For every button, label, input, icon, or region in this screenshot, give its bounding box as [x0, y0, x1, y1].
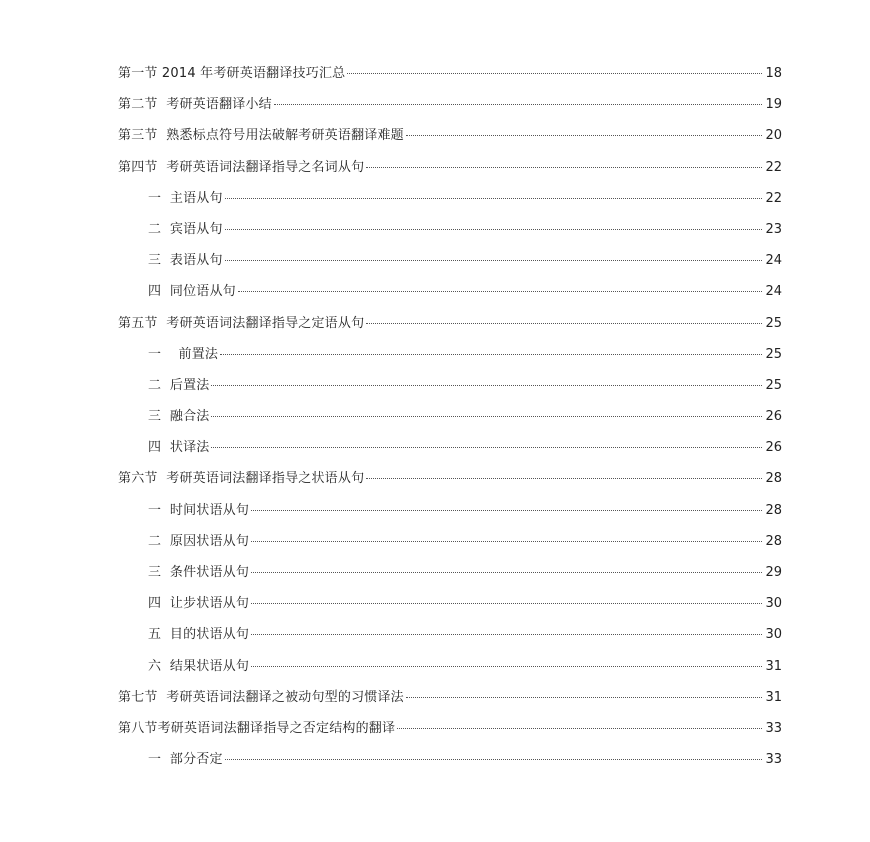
dot-leader [251, 634, 762, 635]
dot-leader [366, 323, 762, 324]
toc-entry-title: 三 融合法 [148, 409, 210, 425]
toc-entry-title: 第八节考研英语词法翻译指导之否定结构的翻译 [118, 720, 396, 736]
toc-page-number: 22 [765, 190, 782, 206]
toc-page-number: 20 [765, 128, 782, 144]
dot-leader [211, 447, 762, 448]
toc-entry-title: 四 同位语从句 [148, 284, 236, 300]
dot-leader [225, 260, 762, 261]
toc-entry-title: 第四节 考研英语词法翻译指导之名词从句 [118, 159, 365, 175]
toc-entry-title: 一 主语从句 [148, 190, 223, 206]
toc-entry-title: 一 部分否定 [148, 752, 223, 768]
toc-subsection-entry[interactable] [118, 248, 782, 279]
toc-entry-title: 第二节 考研英语翻译小结 [118, 97, 272, 113]
toc-page-number: 30 [765, 596, 782, 612]
toc-entry-title: 四 状译法 [148, 440, 210, 456]
table-of-contents [118, 61, 782, 778]
toc-page-number: 31 [765, 658, 782, 674]
dot-leader [225, 759, 762, 760]
dot-leader [225, 198, 762, 199]
toc-page-number: 28 [765, 502, 782, 518]
dot-leader [274, 104, 762, 105]
dot-leader [406, 697, 762, 698]
dot-leader [211, 385, 762, 386]
toc-subsection-entry[interactable] [118, 591, 782, 622]
toc-entry-title: 三 条件状语从句 [148, 565, 250, 580]
toc-subsection-entry[interactable] [118, 529, 782, 560]
toc-entry-title: 二 后置法 [148, 377, 210, 393]
dot-leader [251, 666, 762, 667]
toc-page-number: 23 [765, 221, 782, 237]
toc-subsection-entry[interactable] [118, 279, 782, 310]
toc-page-number: 29 [765, 565, 782, 580]
dot-leader [251, 510, 762, 511]
dot-leader [225, 229, 762, 230]
toc-entry-title: 一 前置法 [148, 346, 219, 362]
toc-section-entry[interactable] [118, 155, 782, 186]
toc-entry-title: 第七节 考研英语词法翻译之被动句型的习惯译法 [118, 689, 404, 705]
toc-page-number: 26 [765, 440, 782, 456]
toc-subsection-entry[interactable] [118, 498, 782, 529]
dot-leader [251, 541, 762, 542]
toc-subsection-entry[interactable] [118, 622, 782, 653]
toc-entry-title: 三 表语从句 [148, 253, 223, 269]
toc-page-number: 33 [765, 752, 782, 768]
toc-page-number: 19 [765, 97, 782, 113]
dot-leader [238, 291, 762, 292]
toc-subsection-entry[interactable] [118, 747, 782, 778]
toc-page-number: 30 [765, 627, 782, 643]
dot-leader [211, 416, 762, 417]
dot-leader [366, 167, 762, 168]
toc-section-entry[interactable] [118, 92, 782, 123]
toc-entry-title: 二 原因状语从句 [148, 533, 250, 549]
dot-leader [251, 603, 762, 604]
toc-section-entry[interactable] [118, 716, 782, 747]
toc-subsection-entry[interactable] [118, 560, 782, 591]
dot-leader [220, 354, 762, 355]
toc-page-number: 22 [765, 159, 782, 175]
toc-page-number: 25 [765, 346, 782, 362]
toc-section-entry[interactable] [118, 466, 782, 497]
toc-section-entry[interactable] [118, 311, 782, 342]
toc-page-number: 24 [765, 284, 782, 300]
dot-leader [406, 135, 762, 136]
toc-entry-title: 第一节 2014 年考研英语翻译技巧汇总 [118, 66, 346, 81]
toc-entry-title: 一 时间状语从句 [148, 502, 250, 518]
toc-entry-title: 五 目的状语从句 [148, 627, 250, 643]
toc-subsection-entry[interactable] [118, 342, 782, 373]
toc-entry-title: 第六节 考研英语词法翻译指导之状语从句 [118, 471, 365, 487]
toc-section-entry[interactable] [118, 123, 782, 154]
toc-page-number: 28 [765, 533, 782, 549]
toc-page-number: 26 [765, 409, 782, 425]
toc-entry-title: 四 让步状语从句 [148, 596, 250, 612]
dot-leader [251, 572, 762, 573]
toc-subsection-entry[interactable] [118, 654, 782, 685]
toc-page-number: 18 [765, 66, 782, 81]
toc-section-entry[interactable] [118, 61, 782, 92]
toc-page-number: 25 [765, 377, 782, 393]
toc-entry-title: 六 结果状语从句 [148, 658, 250, 674]
toc-subsection-entry[interactable] [118, 404, 782, 435]
toc-subsection-entry[interactable] [118, 186, 782, 217]
dot-leader [366, 478, 762, 479]
toc-entry-title: 第五节 考研英语词法翻译指导之定语从句 [118, 315, 365, 331]
toc-subsection-entry[interactable] [118, 373, 782, 404]
toc-page-number: 31 [765, 689, 782, 705]
toc-page-number: 25 [765, 315, 782, 331]
toc-entry-title: 第三节 熟悉标点符号用法破解考研英语翻译难题 [118, 128, 404, 144]
toc-page-number: 33 [765, 720, 782, 736]
toc-entry-title: 二 宾语从句 [148, 221, 223, 237]
dot-leader [347, 73, 762, 74]
toc-subsection-entry[interactable] [118, 217, 782, 248]
toc-section-entry[interactable] [118, 685, 782, 716]
toc-page-number: 24 [765, 253, 782, 269]
toc-page-number: 28 [765, 471, 782, 487]
dot-leader [397, 728, 762, 729]
toc-subsection-entry[interactable] [118, 435, 782, 466]
